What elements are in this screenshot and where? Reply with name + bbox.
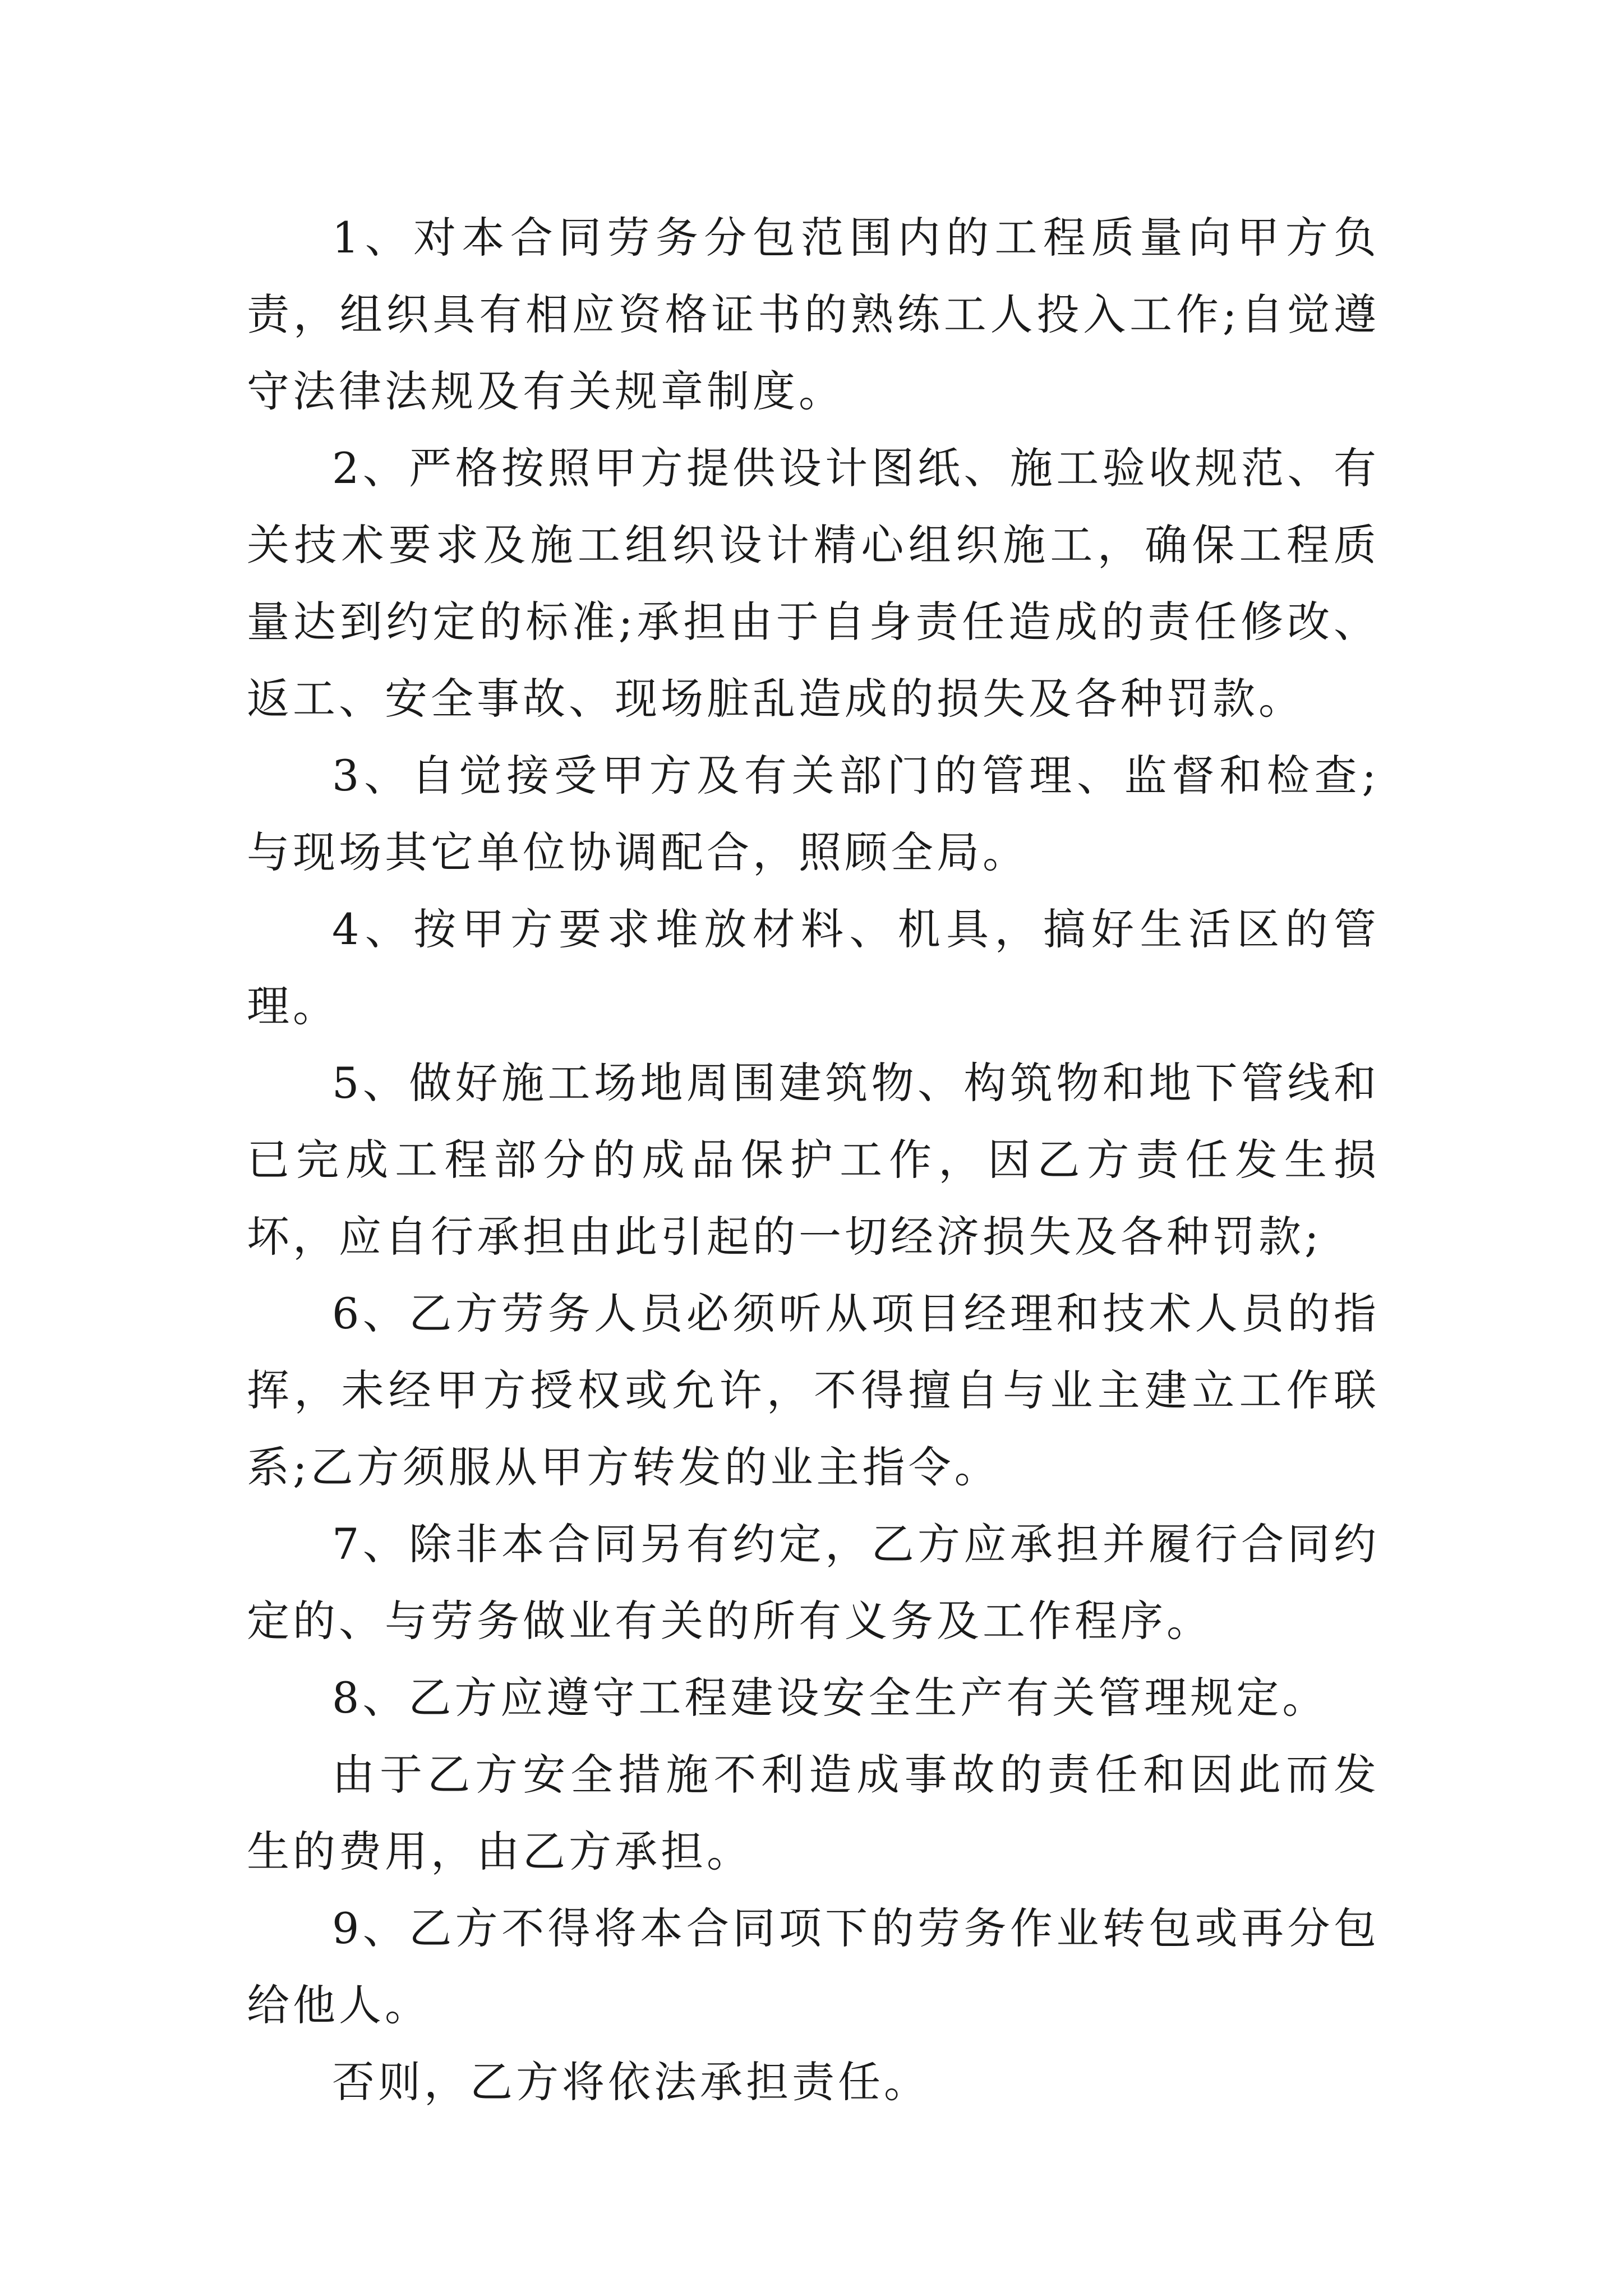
paragraph-3: 3、自觉接受甲方及有关部门的管理、监督和检查;与现场其它单位协调配合，照顾全局。 [247, 751, 1380, 877]
paragraph-9: 9、乙方不得将本合同项下的劳务作业转包或再分包给他人。 [247, 1903, 1380, 2030]
paragraph-2: 2、严格按照甲方提供设计图纸、施工验收规范、有关技术要求及施工组织设计精心组织施工，确保工程质量达到约定的标准;承担由于自身责任造成的责任修改、返工、安全事故、现场脏乱造成的损失及各种罚款。 [247, 443, 1380, 724]
paragraph-8: 8、乙方应遵守工程建设安全生产有关管理规定。 [332, 1673, 1329, 1723]
paragraph-5: 5、做好施工场地周围建筑物、构筑物和地下管线和已完成工程部分的成品保护工作，因乙方责任发生损坏，应自行承担由此引起的一切经济损失及各种罚款; [247, 1058, 1380, 1262]
document-body [247, 199, 1380, 2120]
paragraph-1: 1、对本合同劳务分包范围内的工程质量向甲方负责，组织具有相应资格证书的熟练工人投入工作;自觉遵守法律法规及有关规章制度。 [247, 213, 1380, 416]
paragraph-4: 4、按甲方要求堆放材料、机具，搞好生活区的管理。 [247, 904, 1380, 1031]
paragraph-8-continuation: 由于乙方安全措施不利造成事故的责任和因此而发生的费用，由乙方承担。 [247, 1750, 1380, 1876]
paragraph-9-continuation: 否则，乙方将依法承担责任。 [332, 2057, 930, 2107]
paragraph-7: 7、除非本合同另有约定，乙方应承担并履行合同约定的、与劳务做业有关的所有义务及工作程序。 [247, 1519, 1380, 1646]
paragraph-6: 6、乙方劳务人员必须听从项目经理和技术人员的指挥，未经甲方授权或允许，不得擅自与业主建立工作联系;乙方须服从甲方转发的业主指令。 [247, 1289, 1380, 1492]
